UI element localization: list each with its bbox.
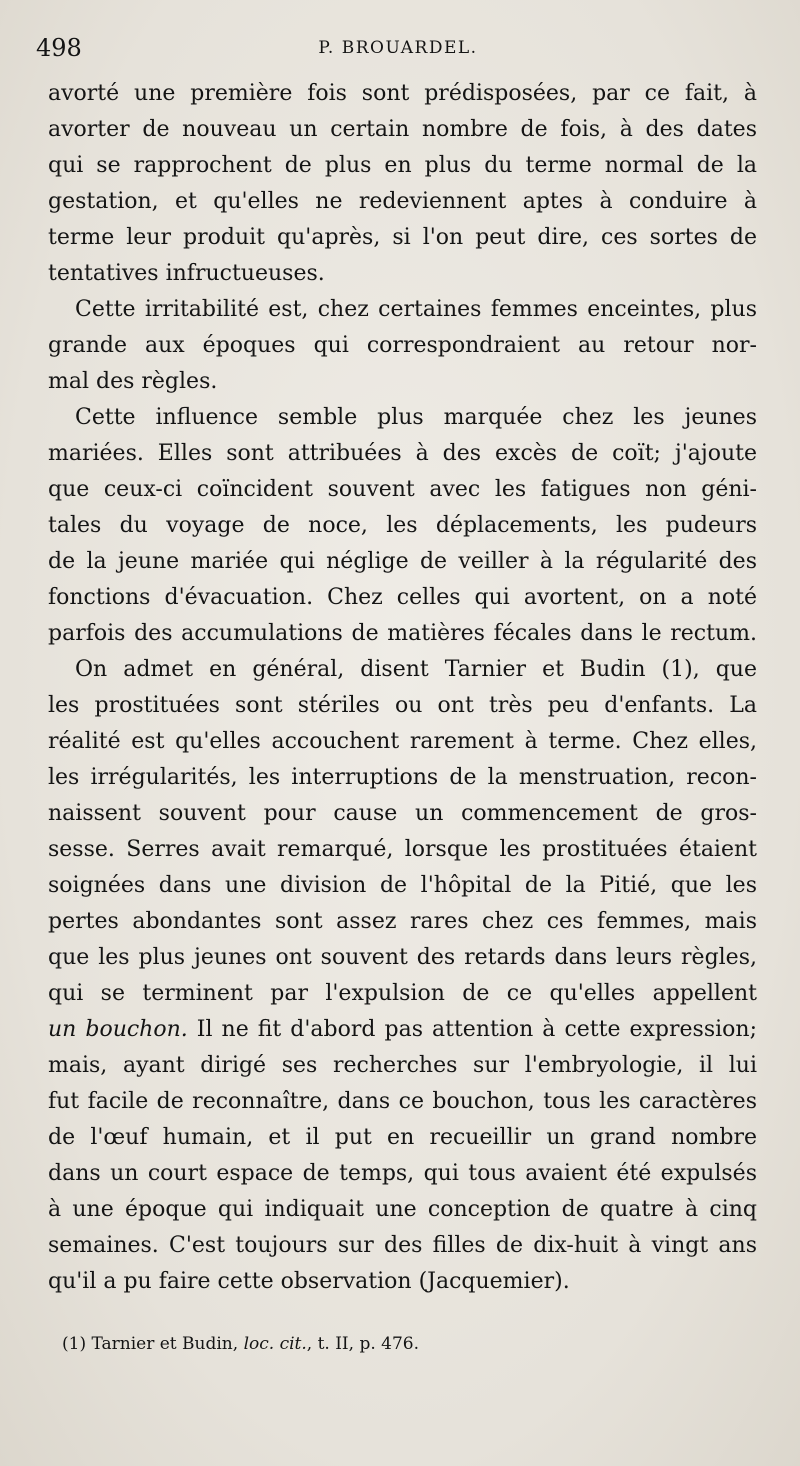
text-line: soignées dans une division de l'hôpital de la Pitié, que les — [48, 873, 757, 898]
text-line: avorter de nouveau un certain nombre de fois, à des dates — [48, 117, 757, 142]
text-line: tales du voyage de noce, les déplacements, les pudeurs — [48, 513, 757, 538]
text-line: tentatives infructueuses. — [48, 261, 325, 286]
text-line: pertes abondantes sont assez rares chez ces femmes, mais — [48, 909, 757, 934]
text-line: qu'il a pu faire cette observation (Jacquemier). — [48, 1269, 570, 1294]
text-line: que ceux-ci coïncident souvent avec les fatigues non géni- — [48, 477, 757, 502]
paragraph-first-line: Cette influence semble plus marquée chez les jeunes — [75, 405, 757, 430]
text-segment: Il ne fit d'abord pas attention à cette expression; — [196, 1017, 757, 1042]
text-line: terme leur produit qu'après, si l'on peut dire, ces sortes de — [48, 225, 757, 250]
text-line: qui se rapprochent de plus en plus du terme normal de la — [48, 153, 757, 178]
footnote-italic: loc. cit. — [243, 1334, 307, 1354]
text-line: qui se terminent par l'expulsion de ce qu'elles appellent — [48, 981, 757, 1006]
text-line: avorté une première fois sont prédisposées, par ce fait, à — [48, 81, 757, 106]
text-line: parfois des accumulations de matières fécales dans le rectum. — [48, 621, 757, 646]
text-line: réalité est qu'elles accouchent rarement à terme. Chez elles, — [48, 729, 757, 754]
paragraph-first-line: On admet en général, disent Tarnier et Budin (1), que — [75, 657, 757, 682]
text-line: que les plus jeunes ont souvent des retards dans leurs règles, — [48, 945, 757, 970]
text-line: fut facile de reconnaître, dans ce bouchon, tous les caractères — [48, 1089, 757, 1114]
footnote — [62, 1334, 419, 1354]
text-line: sesse. Serres avait remarqué, lorsque les prostituées étaient — [48, 837, 757, 862]
text-line-with-italic — [48, 1012, 757, 1048]
footnote-text-end: , t. II, p. 476. — [306, 1334, 419, 1354]
body-text — [48, 76, 757, 1300]
text-line: de la jeune mariée qui néglige de veiller à la régularité des — [48, 549, 757, 574]
text-line: mariées. Elles sont attribuées à des excès de coït; j'ajoute — [48, 441, 757, 466]
text-line: de l'œuf humain, et il put en recueillir un grand nombre — [48, 1125, 757, 1150]
text-line: grande aux époques qui correspondraient au retour nor- — [48, 333, 757, 358]
italic-phrase: un bouchon. — [48, 1017, 188, 1042]
paragraph-first-line: Cette irritabilité est, chez certaines femmes enceintes, plus — [75, 297, 757, 322]
text-line: dans un court espace de temps, qui tous avaient été expulsés — [48, 1161, 757, 1186]
text-line: mais, ayant dirigé ses recherches sur l'embryologie, il lui — [48, 1053, 757, 1078]
text-line: semaines. C'est toujours sur des filles de dix-huit à vingt ans — [48, 1233, 757, 1258]
text-line: les irrégularités, les interruptions de la menstruation, recon- — [48, 765, 757, 790]
text-line: naissent souvent pour cause un commencement de gros- — [48, 801, 757, 826]
text-line: gestation, et qu'elles ne redeviennent aptes à conduire à — [48, 189, 757, 214]
text-line: à une époque qui indiquait une conception de quatre à cinq — [48, 1197, 757, 1222]
text-line: fonctions d'évacuation. Chez celles qui avortent, on a noté — [48, 585, 757, 610]
text-line: les prostituées sont stériles ou ont très peu d'enfants. La — [48, 693, 757, 718]
page-header — [36, 34, 760, 64]
footnote-text: (1) Tarnier et Budin, — [62, 1334, 244, 1354]
running-head: P. BROUARDEL. — [318, 38, 478, 58]
page-number: 498 — [36, 34, 82, 62]
text-line: mal des règles. — [48, 369, 218, 394]
